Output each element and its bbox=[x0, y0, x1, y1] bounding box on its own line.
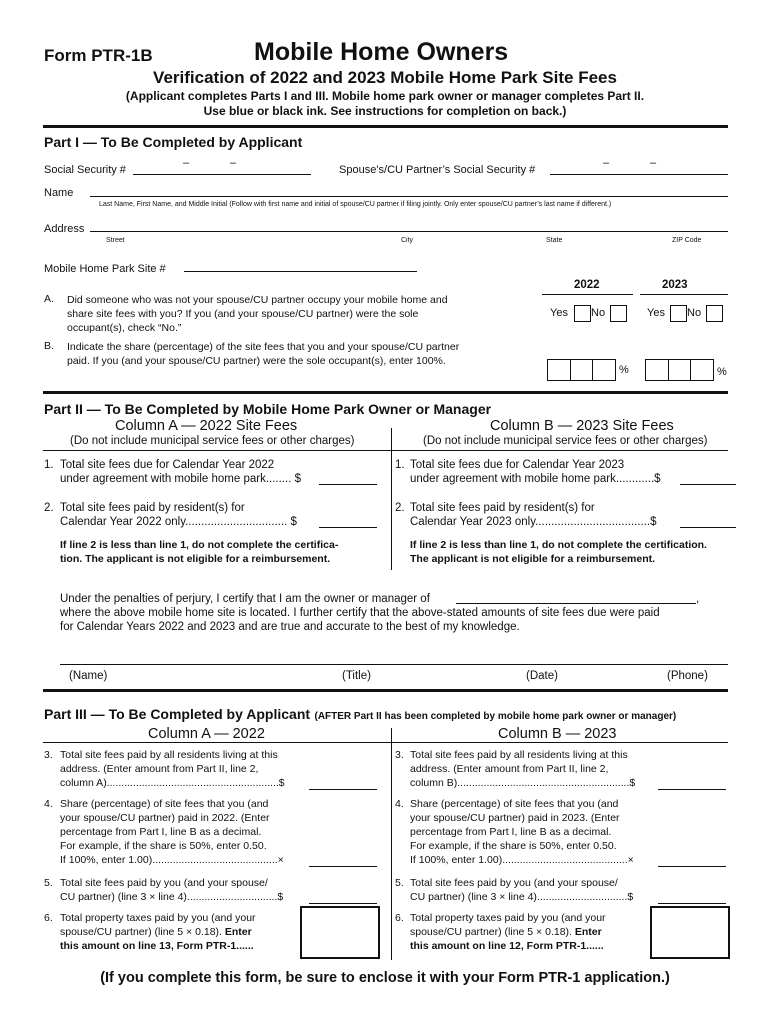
p2-b1-text2: under agreement with mobile home park............$ bbox=[410, 473, 661, 485]
share-2022-percent-sign: % bbox=[619, 364, 629, 376]
part2-col-b-note: (Do not include municipal service fees or other charges) bbox=[423, 435, 708, 447]
instruction-line-1: (Applicant completes Parts I and III. Mobile home park owner or manager completes Part II. bbox=[125, 89, 645, 103]
city-label: City bbox=[401, 237, 414, 244]
p3-a4-num: 4. bbox=[44, 798, 53, 810]
p3-b6-num: 6. bbox=[395, 912, 404, 924]
p3-b5-amount[interactable] bbox=[658, 903, 726, 904]
p3-a4-text2: your spouse/CU partner) paid in 2022. (Enter bbox=[60, 812, 270, 824]
form-id: Form PTR-1B bbox=[44, 46, 153, 65]
spouse-ssn-dash-2: – bbox=[650, 157, 657, 169]
part1-top-rule bbox=[43, 125, 728, 128]
p3-b4-num: 4. bbox=[395, 798, 404, 810]
p3-b3-text1: Total site fees paid by all residents living at this bbox=[410, 749, 628, 761]
ssn-dash-1: – bbox=[183, 157, 190, 169]
p2-b2-text2: Calendar Year 2023 only....................................$ bbox=[410, 516, 657, 528]
p3-a6-num: 6. bbox=[44, 912, 53, 924]
p2-a1-text2: under agreement with mobile home park........ $ bbox=[60, 473, 301, 485]
question-b-letter: B. bbox=[44, 340, 54, 352]
p2-b1-text1: Total site fees due for Calendar Year 2023 bbox=[410, 459, 625, 471]
p3-a6-text3: this amount on line 13, Form PTR-1...... bbox=[60, 940, 254, 952]
p3-b3-text2: address. (Enter amount from Part II, line 2, bbox=[410, 763, 609, 775]
p3-b4-decimal[interactable] bbox=[658, 866, 726, 867]
part2-column-divider bbox=[391, 428, 392, 570]
p2-b-warning-2: The applicant is not eligible for a reimbursement. bbox=[410, 553, 656, 565]
p3-a6-total-box[interactable] bbox=[300, 906, 380, 959]
zip-label: ZIP Code bbox=[672, 237, 702, 244]
yes-2023-label: Yes bbox=[647, 307, 665, 319]
signature-date-label: (Date) bbox=[526, 670, 558, 682]
part3-heading: Part III — To Be Completed by Applicant bbox=[44, 706, 311, 722]
question-a-text: Did someone who was not your spouse/CU partner occupy your mobile home and share site fees with you? If you (and your spouse/CU partner) were the sole occupant(s), check “No.” bbox=[67, 294, 448, 334]
p3-a5-amount[interactable] bbox=[309, 903, 377, 904]
p2-a1-num: 1. bbox=[44, 459, 54, 471]
signature-phone-label: (Phone) bbox=[667, 670, 708, 682]
street-label: Street bbox=[106, 237, 125, 244]
state-label: State bbox=[546, 237, 563, 244]
year-2022-header: 2022 bbox=[574, 279, 600, 291]
certification-comma: , bbox=[696, 593, 700, 605]
p2-a1-amount[interactable] bbox=[319, 484, 377, 485]
spouse-ssn-label: Spouse’s/CU Partner’s Social Security # bbox=[339, 164, 536, 176]
p2-a2-text2: Calendar Year 2022 only................................ $ bbox=[60, 516, 297, 528]
year-2022-rule bbox=[542, 294, 633, 295]
name-hint: Last Name, First Name, and Middle Initial (Follow with first name and initial of spouse/CU partner if filing jointly. Only enter spouse/CU partner’s last name if different.) bbox=[99, 201, 612, 208]
signature-name-label: (Name) bbox=[69, 670, 108, 682]
p3-a3-text1: Total site fees paid by all residents living at this bbox=[60, 749, 278, 761]
instruction-line-2: Use blue or black ink. See instructions for completion on back.) bbox=[203, 104, 567, 118]
p3-b6-text2: spouse/CU partner) (line 5 × 0.18). bbox=[410, 926, 575, 938]
part3-col-b-title: Column B — 2023 bbox=[498, 726, 617, 742]
p3-b4-text4: For example, if the share is 50%, enter 0.50. bbox=[410, 840, 617, 852]
p3-b6-enter: Enter bbox=[574, 926, 602, 938]
p3-a6-text2-row bbox=[60, 926, 252, 938]
spouse-ssn-dash-1: – bbox=[603, 157, 610, 169]
part3-top-rule bbox=[43, 689, 728, 692]
part3-columns-rule bbox=[43, 742, 728, 743]
p3-b4-text5: If 100%, enter 1.00)...........................................× bbox=[410, 854, 634, 866]
p3-a6-text1: Total property taxes paid by you (and your bbox=[60, 912, 256, 924]
p3-b3-amount[interactable] bbox=[658, 789, 726, 790]
part2-top-rule bbox=[43, 391, 728, 394]
p3-b3-text3: column B)...........................................................$ bbox=[410, 777, 636, 789]
no-2023-label: No bbox=[687, 307, 702, 319]
question-b-text: Indicate the share (percentage) of the site fees that you and your spouse/CU partner paid. If you (and your spouse/CU partner) were the sole occupant(s), enter 100%. bbox=[67, 341, 460, 367]
part3-column-divider bbox=[391, 728, 392, 960]
p3-b4-text2: your spouse/CU partner) paid in 2023. (Enter bbox=[410, 812, 620, 824]
part2-col-a-title: Column A — 2022 Site Fees bbox=[115, 418, 298, 434]
p3-a4-text3: percentage from Part I, line B as a decimal. bbox=[60, 826, 262, 838]
p3-b5-text1: Total site fees paid by you (and your spouse/ bbox=[410, 877, 618, 889]
p3-a5-text2: CU partner) (line 3 × line 4)...............................$ bbox=[60, 891, 284, 903]
p2-a-warning-1: If line 2 is less than line 1, do not complete the certifica- bbox=[60, 539, 339, 551]
year-2023-header: 2023 bbox=[662, 279, 688, 291]
p2-b1-amount[interactable] bbox=[680, 484, 736, 485]
name-field[interactable] bbox=[90, 196, 728, 197]
ssn-dash-2: – bbox=[230, 157, 237, 169]
no-2022-label: No bbox=[591, 307, 606, 319]
form-subtitle: Verification of 2022 and 2023 Mobile Home Park Site Fees bbox=[153, 68, 617, 87]
certification-line-1: Under the penalties of perjury, I certify that I am the owner or manager of bbox=[60, 593, 430, 605]
p2-b2-amount[interactable] bbox=[680, 527, 736, 528]
p3-a3-text2: address. (Enter amount from Part II, line 2, bbox=[60, 763, 259, 775]
p3-b3-num: 3. bbox=[395, 749, 404, 761]
part2-col-b-title: Column B — 2023 Site Fees bbox=[490, 418, 674, 434]
name-label: Name bbox=[44, 187, 74, 199]
p2-b2-num: 2. bbox=[395, 502, 405, 514]
no-2023-checkbox[interactable] bbox=[706, 305, 723, 322]
yes-2022-checkbox[interactable] bbox=[574, 305, 591, 322]
part2-col-a-note: (Do not include municipal service fees or other charges) bbox=[70, 435, 355, 447]
signature-line[interactable] bbox=[60, 664, 728, 665]
p3-a4-decimal[interactable] bbox=[309, 866, 377, 867]
share-2023-percent-sign: % bbox=[717, 366, 727, 378]
p3-b5-num: 5. bbox=[395, 877, 404, 889]
part2-heading: Part II — To Be Completed by Mobile Home Park Owner or Manager bbox=[44, 401, 492, 417]
yes-2022-label: Yes bbox=[550, 307, 568, 319]
part1-heading: Part I — To Be Completed by Applicant bbox=[44, 134, 303, 150]
part2-columns-rule bbox=[43, 450, 728, 451]
p2-a2-num: 2. bbox=[44, 502, 54, 514]
certification-line-2: where the above mobile home site is located. I further certify that the above-stated amounts of site fees due were paid bbox=[60, 607, 660, 619]
part3-col-a-title: Column A — 2022 bbox=[148, 726, 265, 742]
p3-b6-text3: this amount on line 12, Form PTR-1...... bbox=[410, 940, 604, 952]
no-2022-checkbox[interactable] bbox=[610, 305, 627, 322]
p3-a3-text3: column A)...........................................................$ bbox=[60, 777, 285, 789]
p2-b-warning-1: If line 2 is less than line 1, do not complete the certification. bbox=[410, 539, 707, 551]
p3-a6-text2: spouse/CU partner) (line 5 × 0.18). bbox=[60, 926, 225, 938]
share-2022-percent-input[interactable] bbox=[547, 359, 616, 381]
p3-b5-text2: CU partner) (line 3 × line 4)...............................$ bbox=[410, 891, 634, 903]
p3-a4-text4: For example, if the share is 50%, enter 0.50. bbox=[60, 840, 267, 852]
address-field[interactable] bbox=[90, 231, 728, 232]
spouse-ssn-field[interactable] bbox=[550, 174, 728, 175]
p3-b6-text2-row bbox=[410, 926, 602, 938]
p3-a4-text1: Share (percentage) of site fees that you (and bbox=[60, 798, 269, 810]
p2-a-warning-2: tion. The applicant is not eligible for a reimbursement. bbox=[60, 553, 331, 565]
p2-b2-text1: Total site fees paid by resident(s) for bbox=[410, 502, 595, 514]
p3-b6-text1: Total property taxes paid by you (and your bbox=[410, 912, 606, 924]
p3-a5-num: 5. bbox=[44, 877, 53, 889]
p3-b4-text1: Share (percentage) of site fees that you (and bbox=[410, 798, 619, 810]
footer-note: (If you complete this form, be sure to enclose it with your Form PTR-1 application.) bbox=[100, 970, 670, 986]
signature-title-label: (Title) bbox=[342, 670, 371, 682]
p3-a3-num: 3. bbox=[44, 749, 53, 761]
site-field[interactable] bbox=[184, 271, 417, 272]
p2-a1-text1: Total site fees due for Calendar Year 2022 bbox=[60, 459, 275, 471]
park-name-field[interactable] bbox=[456, 603, 696, 604]
p3-a6-enter: Enter bbox=[224, 926, 252, 938]
address-label: Address bbox=[44, 223, 85, 235]
share-2023-percent-input[interactable] bbox=[645, 359, 714, 381]
p2-a2-text1: Total site fees paid by resident(s) for bbox=[60, 502, 245, 514]
p2-a2-amount[interactable] bbox=[319, 527, 377, 528]
part3-heading-row bbox=[44, 706, 676, 724]
p3-a5-text1: Total site fees paid by you (and your spouse/ bbox=[60, 877, 268, 889]
certification-line-3: for Calendar Years 2022 and 2023 and are true and accurate to the best of my knowledge. bbox=[60, 621, 520, 633]
year-2023-rule bbox=[640, 294, 728, 295]
yes-2023-checkbox[interactable] bbox=[670, 305, 687, 322]
ssn-field[interactable] bbox=[133, 174, 311, 175]
part3-heading-note: (AFTER Part II has been completed by mobile home park owner or manager) bbox=[314, 711, 677, 722]
p3-a3-amount[interactable] bbox=[309, 789, 377, 790]
question-a-letter: A. bbox=[44, 293, 54, 305]
p3-b4-text3: percentage from Part I, line B as a decimal. bbox=[410, 826, 612, 838]
p3-b6-total-box[interactable] bbox=[650, 906, 730, 959]
p2-b1-num: 1. bbox=[395, 459, 405, 471]
p3-a4-text5: If 100%, enter 1.00)...........................................× bbox=[60, 854, 284, 866]
ssn-label: Social Security # bbox=[44, 164, 126, 176]
site-label: Mobile Home Park Site # bbox=[44, 263, 166, 275]
form-title: Mobile Home Owners bbox=[254, 38, 509, 66]
